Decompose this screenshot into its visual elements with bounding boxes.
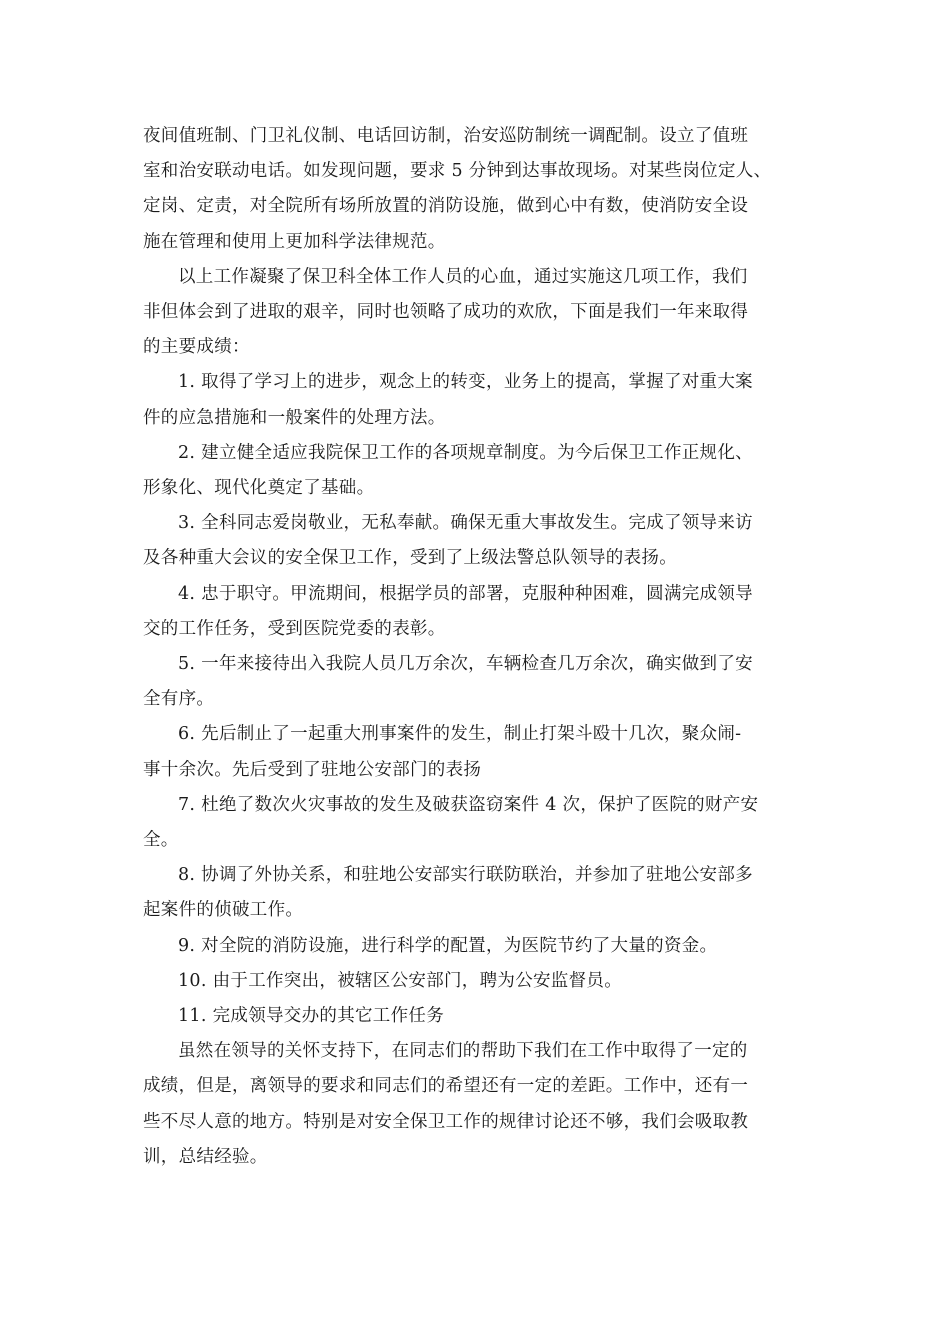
paragraph bbox=[143, 964, 805, 999]
text-line: 2. 建立健全适应我院保卫工作的各项规章制度。为今后保卫工作正规化、 bbox=[178, 442, 753, 463]
document-body bbox=[143, 119, 805, 1175]
paragraph bbox=[143, 436, 805, 506]
text-line: 9. 对全院的消防设施，进行科学的配置，为医院节约了大量的资金。 bbox=[178, 935, 718, 956]
text-line: 起案件的侦破工作。 bbox=[143, 900, 304, 921]
text-line: 4. 忠于职守。甲流期间，根据学员的部署，克服种种困难，圆满完成领导 bbox=[178, 583, 753, 604]
paragraph bbox=[143, 119, 805, 260]
paragraph bbox=[143, 858, 805, 928]
text-line: 交的工作任务，受到医院党委的表彰。 bbox=[143, 618, 446, 639]
text-line: 虽然在领导的关怀支持下，在同志们的帮助下我们在工作中取得了一定的 bbox=[178, 1041, 748, 1062]
text-line: 全有序。 bbox=[143, 689, 215, 710]
text-line: 11. 完成领导交办的其它工作任务 bbox=[178, 1006, 444, 1027]
paragraph bbox=[143, 260, 805, 366]
text-line: 形象化、现代化奠定了基础。 bbox=[143, 478, 375, 499]
text-line: 5. 一年来接待出入我院人员几万余次，车辆检查几万余次，确实做到了安 bbox=[178, 654, 753, 675]
paragraph bbox=[143, 365, 805, 435]
text-line: 3. 全科同志爱岗敬业，无私奉献。确保无重大事故发生。完成了领导来访 bbox=[178, 513, 753, 534]
text-line: 及各种重大会议的安全保卫工作，受到了上级法警总队领导的表扬。 bbox=[143, 548, 677, 569]
text-line: 件的应急措施和一般案件的处理方法。 bbox=[143, 407, 446, 428]
text-line: 1. 取得了学习上的进步，观念上的转变，业务上的提高，掌握了对重大案 bbox=[178, 372, 753, 393]
text-line: 8. 协调了外协关系，和驻地公安部实行联防联治，并参加了驻地公安部多 bbox=[178, 865, 753, 886]
paragraph bbox=[143, 577, 805, 647]
text-line: 些不尽人意的地方。特别是对安全保卫工作的规律讨论还不够，我们会吸取教 bbox=[143, 1111, 749, 1132]
paragraph bbox=[143, 647, 805, 717]
text-line: 的主要成绩： bbox=[143, 337, 250, 358]
paragraph bbox=[143, 999, 805, 1034]
text-line: 10. 由于工作突出，被辖区公安部门，聘为公安监督员。 bbox=[178, 970, 622, 991]
text-line: 6. 先后制止了一起重大刑事案件的发生，制止打架斗殴十几次，聚众闹- bbox=[178, 724, 742, 745]
paragraph bbox=[143, 717, 805, 787]
paragraph bbox=[143, 506, 805, 576]
text-line: 成绩，但是，离领导的要求和同志们的希望还有一定的差距。工作中，还有一 bbox=[143, 1076, 749, 1097]
text-line: 训，总结经验。 bbox=[143, 1146, 268, 1167]
text-line: 施在管理和使用上更加科学法律规范。 bbox=[143, 231, 446, 252]
paragraph bbox=[143, 788, 805, 858]
text-line: 7. 杜绝了数次火灾事故的发生及破获盗窃案件 4 次，保护了医院的财产安 bbox=[178, 794, 759, 815]
text-line: 非但体会到了进取的艰辛，同时也领略了成功的欢欣，下面是我们一年来取得 bbox=[143, 302, 749, 323]
paragraph bbox=[143, 929, 805, 964]
text-line: 全。 bbox=[143, 830, 179, 851]
document-page bbox=[143, 119, 805, 1175]
text-line: 事十余次。先后受到了驻地公安部门的表扬 bbox=[143, 759, 482, 780]
text-line: 夜间值班制、门卫礼仪制、电话回访制，治安巡防制统一调配制。设立了值班 bbox=[143, 126, 749, 146]
text-line: 定岗、定责，对全院所有场所放置的消防设施，做到心中有数，使消防安全设 bbox=[143, 196, 749, 217]
text-line: 以上工作凝聚了保卫科全体工作人员的心血，通过实施这几项工作，我们 bbox=[178, 266, 748, 287]
text-line: 室和治安联动电话。如发现问题，要求 5 分钟到达事故现场。对某些岗位定人、 bbox=[143, 161, 772, 182]
paragraph bbox=[143, 1034, 805, 1175]
